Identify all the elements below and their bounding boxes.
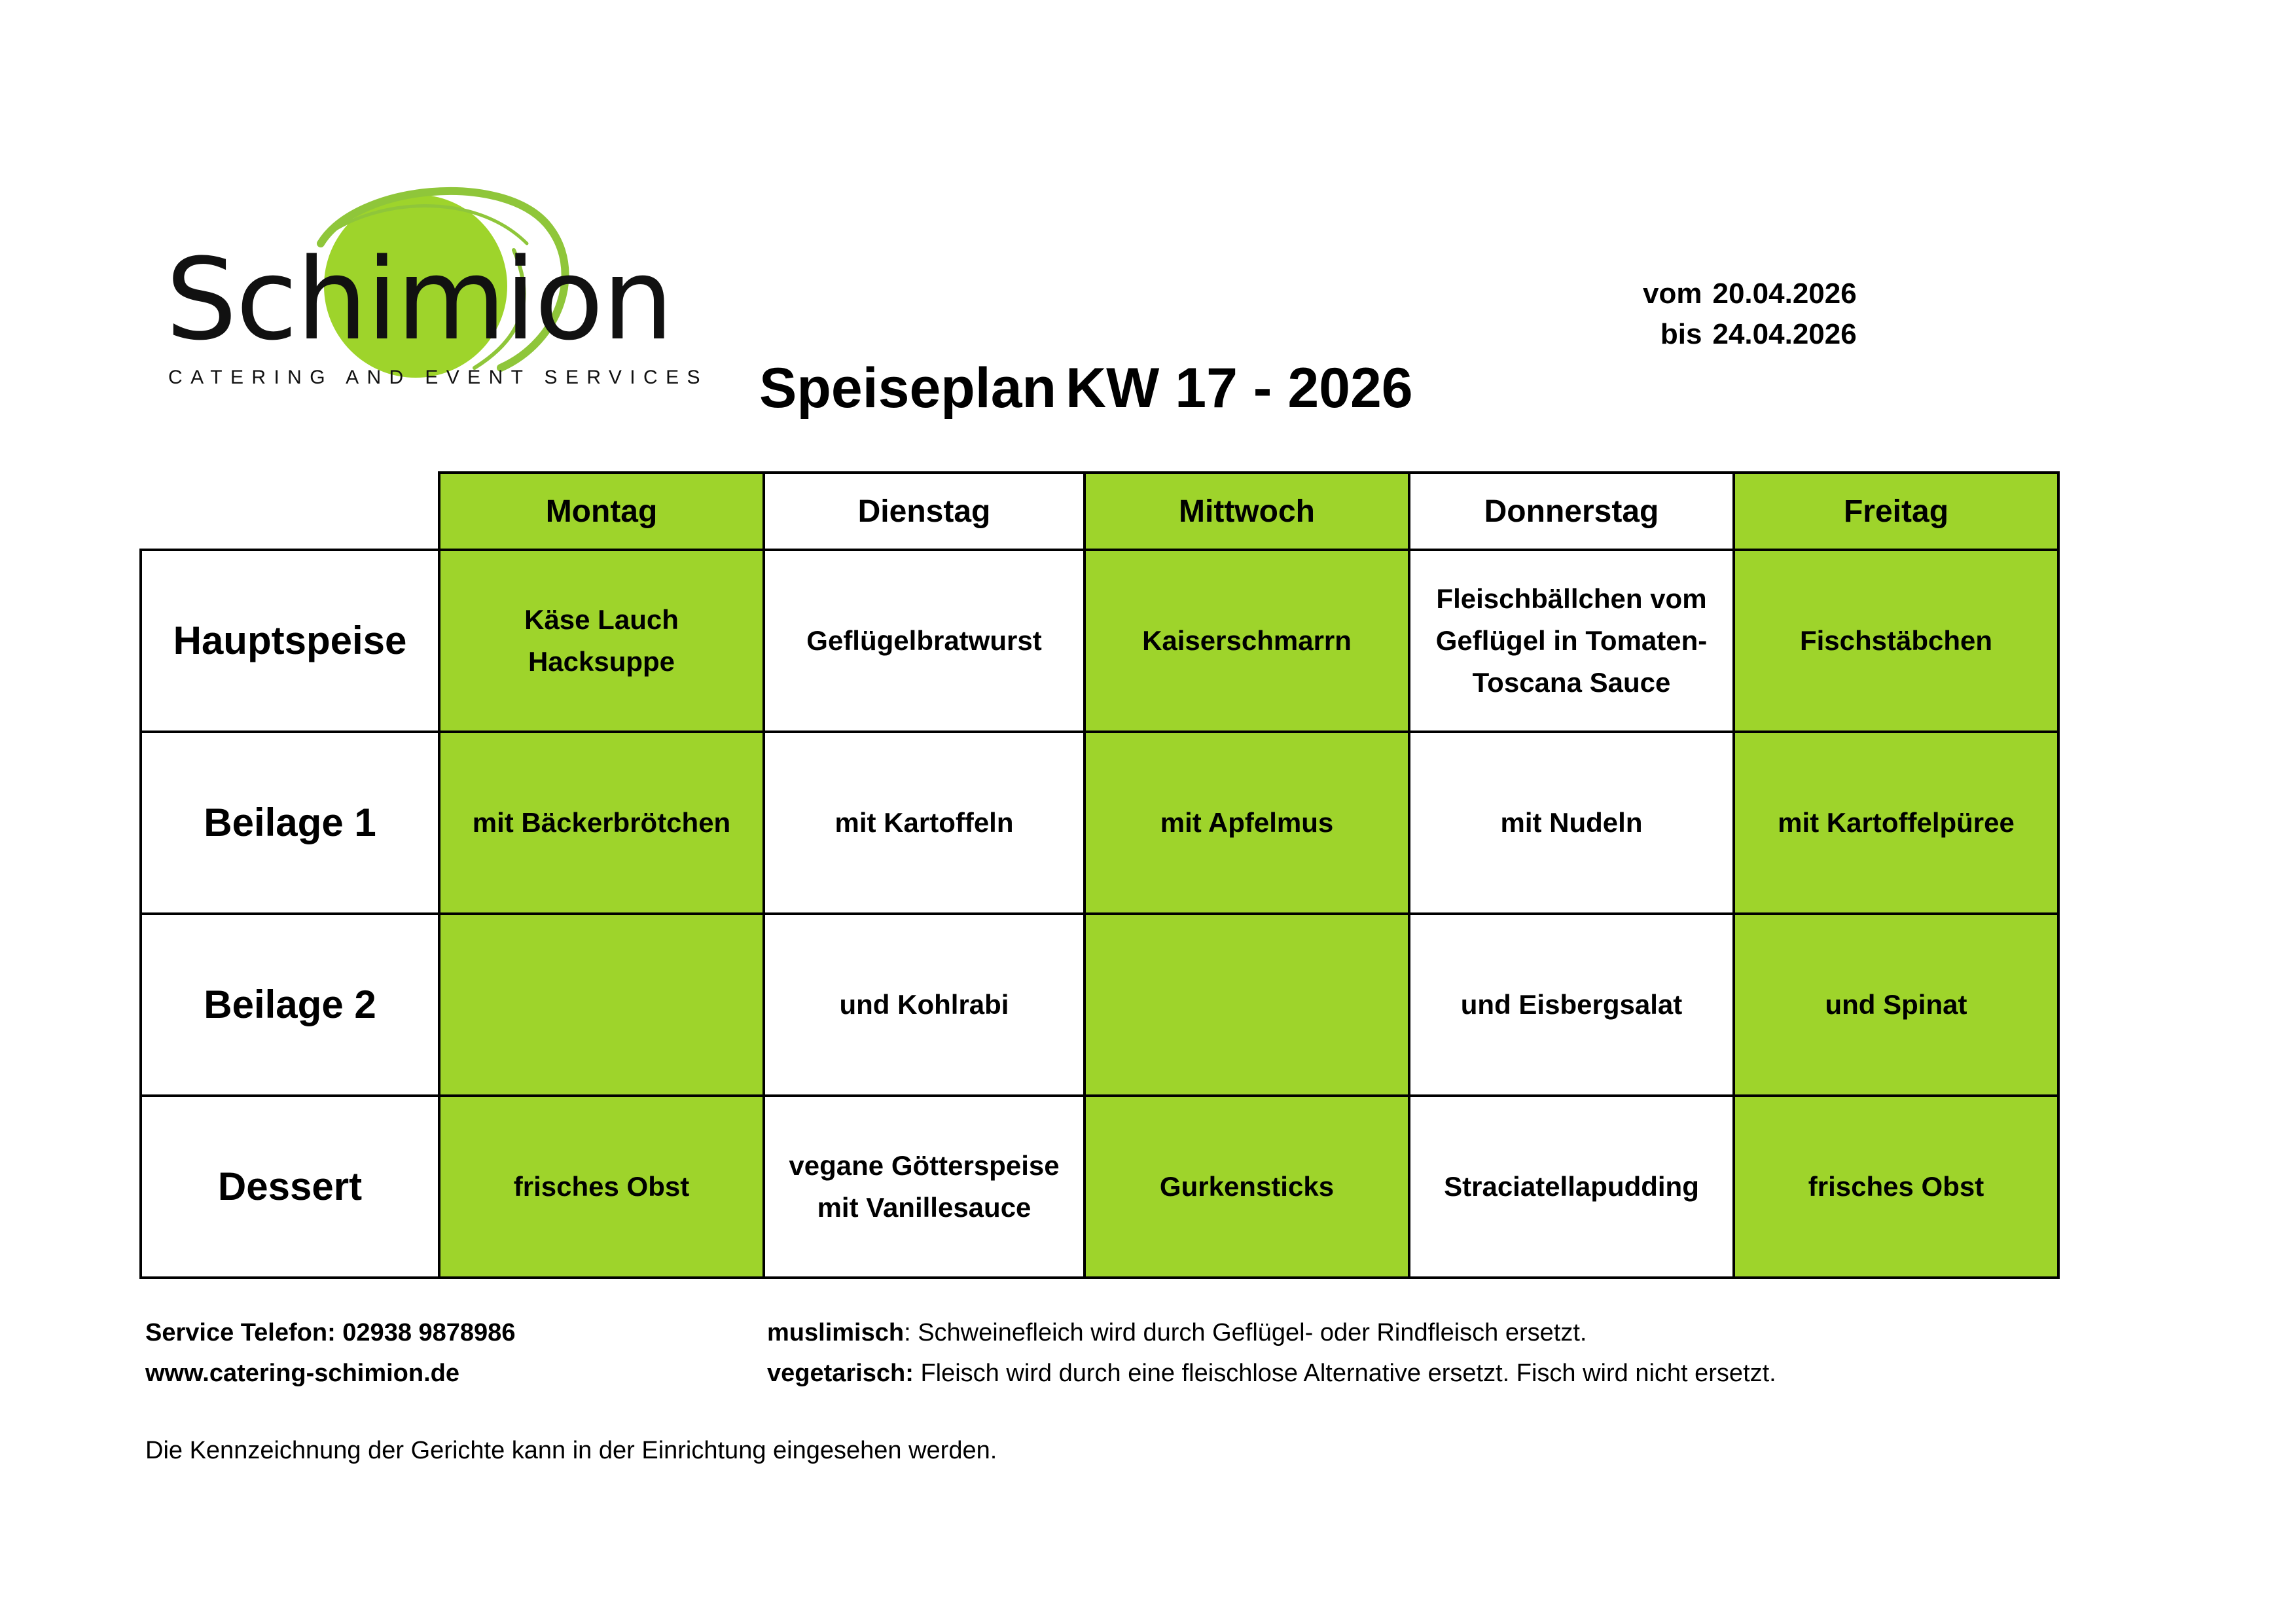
note-vegetarian bbox=[767, 1353, 1776, 1394]
brand-tagline: CATERING AND EVENT SERVICES bbox=[168, 367, 708, 388]
menu-cell: Straciatellapudding bbox=[1409, 1096, 1734, 1278]
menu-cell: Kaiserschmarrn bbox=[1085, 550, 1409, 732]
menu-cell: frisches Obst bbox=[1734, 1096, 2058, 1278]
menu-cell bbox=[439, 914, 764, 1096]
menu-cell: mit Kartoffeln bbox=[764, 732, 1085, 914]
menu-cell bbox=[1085, 914, 1409, 1096]
note-vegetarian-text: Fleisch wird durch eine fleischlose Alternative ersetzt. Fisch wird nicht ersetzt. bbox=[913, 1360, 1776, 1387]
menu-cell: und Eisbergsalat bbox=[1409, 914, 1734, 1096]
menu-cell: Fleischbällchen vom Geflügel in Tomaten-Toscana Sauce bbox=[1409, 550, 1734, 732]
page-title bbox=[759, 357, 1413, 420]
day-header: Donnerstag bbox=[1409, 473, 1734, 550]
menu-table bbox=[139, 471, 2060, 1279]
menu-cell: vegane Götterspeise mit Vanillesauce bbox=[764, 1096, 1085, 1278]
day-header: Dienstag bbox=[764, 473, 1085, 550]
row-label: Beilage 1 bbox=[141, 732, 439, 914]
menu-cell: mit Bäckerbrötchen bbox=[439, 732, 764, 914]
note-muslim-label: muslimisch bbox=[767, 1319, 905, 1346]
menu-cell: und Spinat bbox=[1734, 914, 2058, 1096]
menu-row-hauptspeise bbox=[141, 550, 2058, 732]
menu-cell: frisches Obst bbox=[439, 1096, 764, 1278]
note-muslim-text: : Schweinefleich wird durch Geflügel- oder Rindfleisch ersetzt. bbox=[904, 1319, 1587, 1346]
menu-cell: mit Kartoffelpüree bbox=[1734, 732, 2058, 914]
period-to-label: bis bbox=[1660, 318, 1702, 350]
labeling-note: Die Kennzeichnung der Gerichte kann in der Einrichtung eingesehen werden. bbox=[145, 1437, 997, 1464]
day-header: Mittwoch bbox=[1085, 473, 1409, 550]
row-label: Beilage 2 bbox=[141, 914, 439, 1096]
menu-row-beilage-1 bbox=[141, 732, 2058, 914]
menu-cell: mit Apfelmus bbox=[1085, 732, 1409, 914]
menu-cell: und Kohlrabi bbox=[764, 914, 1085, 1096]
menu-cell: Geflügelbratwurst bbox=[764, 550, 1085, 732]
corner-cell bbox=[141, 473, 439, 550]
menu-cell: Käse Lauch Hacksuppe bbox=[439, 550, 764, 732]
row-label: Hauptspeise bbox=[141, 550, 439, 732]
menu-row-dessert bbox=[141, 1096, 2058, 1278]
brand-name: Schimion bbox=[166, 234, 673, 365]
note-vegetarian-label: vegetarisch: bbox=[767, 1360, 914, 1387]
day-header-row bbox=[141, 473, 2058, 550]
service-phone: Service Telefon: 02938 9878986 bbox=[145, 1319, 516, 1346]
title-word: Speiseplan bbox=[759, 357, 1057, 420]
day-header: Freitag bbox=[1734, 473, 2058, 550]
menu-row-beilage-2 bbox=[141, 914, 2058, 1096]
period-to-date: 24.04.2026 bbox=[1712, 318, 1857, 350]
menu-cell: Fischstäbchen bbox=[1734, 550, 2058, 732]
brand-logo bbox=[160, 171, 710, 401]
day-header: Montag bbox=[439, 473, 764, 550]
menu-cell: mit Nudeln bbox=[1409, 732, 1734, 914]
row-label: Dessert bbox=[141, 1096, 439, 1278]
date-period bbox=[1643, 274, 1857, 355]
website-link[interactable]: www.catering-schimion.de bbox=[145, 1360, 460, 1387]
period-from-date: 20.04.2026 bbox=[1712, 278, 1857, 310]
period-from-label: vom bbox=[1643, 278, 1702, 310]
contact-info bbox=[145, 1312, 515, 1394]
menu-cell: Gurkensticks bbox=[1085, 1096, 1409, 1278]
dietary-notes bbox=[767, 1312, 1776, 1394]
title-week: KW 17 - 2026 bbox=[1066, 357, 1413, 420]
note-muslim bbox=[767, 1312, 1776, 1353]
